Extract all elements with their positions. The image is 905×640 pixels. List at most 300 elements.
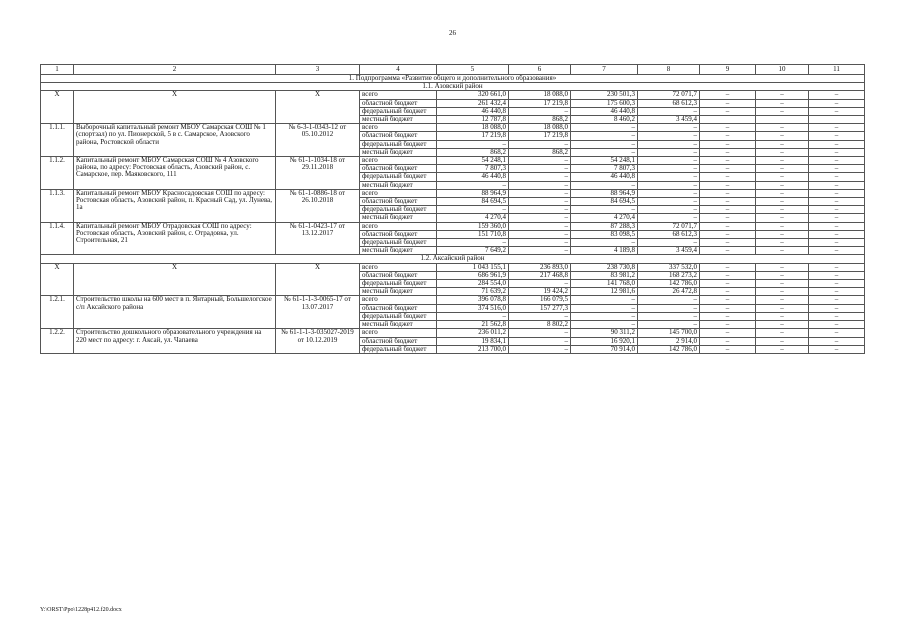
amount-cell: 868,2 <box>509 148 571 156</box>
column-number-cell: 2 <box>74 65 276 75</box>
footer-file-path: Y:\ORST\Ppo\1228p412.f20.docx <box>40 607 122 613</box>
amount-cell: – <box>700 222 756 230</box>
item-number: 1.2.2. <box>41 329 74 354</box>
amount-cell: 26 472,8 <box>638 288 700 296</box>
summary-document: Х <box>276 91 360 124</box>
page-number: 26 <box>449 29 456 37</box>
item-number: 1.1.1. <box>41 124 74 157</box>
summary-number: Х <box>41 91 74 124</box>
column-number-cell: 9 <box>700 65 756 75</box>
amount-cell: – <box>638 132 700 140</box>
amount-cell: – <box>809 140 865 148</box>
amount-cell: 142 786,0 <box>638 345 700 353</box>
amount-cell: – <box>700 206 756 214</box>
amount-cell: – <box>437 312 509 320</box>
amount-cell: – <box>700 107 756 115</box>
amount-cell: 236 893,0 <box>509 263 571 271</box>
amount-cell: – <box>437 181 509 189</box>
district-row <box>41 255 865 263</box>
amount-cell: – <box>809 247 865 255</box>
amount-cell: – <box>509 206 571 214</box>
amount-cell: – <box>700 321 756 329</box>
amount-cell: – <box>756 99 809 107</box>
amount-cell: – <box>809 239 865 247</box>
column-number-cell: 11 <box>809 65 865 75</box>
amount-cell: – <box>638 312 700 320</box>
amount-cell: – <box>638 165 700 173</box>
amount-cell: – <box>638 206 700 214</box>
funding-type: всего <box>360 189 437 197</box>
amount-cell: 7 649,2 <box>437 247 509 255</box>
column-number-cell: 5 <box>437 65 509 75</box>
amount-cell: – <box>809 280 865 288</box>
amount-cell: 374 516,0 <box>437 304 509 312</box>
amount-cell: 1 043 155,1 <box>437 263 509 271</box>
item-number: 1.2.1. <box>41 296 74 329</box>
amount-cell: – <box>700 165 756 173</box>
funding-type: областной бюджет <box>360 132 437 140</box>
amount-cell: – <box>509 230 571 238</box>
amount-cell: 236 011,2 <box>437 329 509 337</box>
column-number-cell: 8 <box>638 65 700 75</box>
item-row <box>41 189 865 197</box>
amount-cell: 4 189,8 <box>571 247 638 255</box>
amount-cell: 217 468,8 <box>509 271 571 279</box>
amount-cell: 87 288,3 <box>571 222 638 230</box>
amount-cell: 18 088,0 <box>509 124 571 132</box>
amount-cell: – <box>756 132 809 140</box>
amount-cell: 7 807,3 <box>437 165 509 173</box>
amount-cell: 84 694,5 <box>437 198 509 206</box>
amount-cell: – <box>700 304 756 312</box>
amount-cell: – <box>509 107 571 115</box>
district-title: 1.1. Азовский район <box>41 83 865 91</box>
amount-cell: 230 501,3 <box>571 91 638 99</box>
amount-cell <box>809 116 865 124</box>
amount-cell: – <box>509 173 571 181</box>
item-document: № 61-1-1-3-035027-2019 от 10.12.2019 <box>276 329 360 354</box>
summary-row <box>41 263 865 271</box>
amount-cell: – <box>571 124 638 132</box>
funding-type: федеральный бюджет <box>360 312 437 320</box>
amount-cell <box>756 116 809 124</box>
column-number-cell: 10 <box>756 65 809 75</box>
amount-cell: 17 219,8 <box>509 132 571 140</box>
amount-cell: 72 071,7 <box>638 222 700 230</box>
amount-cell: 141 768,0 <box>571 280 638 288</box>
amount-cell: – <box>756 288 809 296</box>
funding-type: всего <box>360 263 437 271</box>
item-document: № 61-1-1-3-0065-17 от 13.07.2017 <box>276 296 360 329</box>
funding-type: федеральный бюджет <box>360 345 437 353</box>
amount-cell: – <box>700 173 756 181</box>
amount-cell: – <box>700 230 756 238</box>
amount-cell: – <box>809 148 865 156</box>
district-row <box>41 83 865 91</box>
amount-cell: – <box>809 165 865 173</box>
amount-cell: – <box>756 337 809 345</box>
amount-cell: – <box>700 124 756 132</box>
funding-type: областной бюджет <box>360 304 437 312</box>
amount-cell: 68 612,3 <box>638 99 700 107</box>
amount-cell: – <box>700 91 756 99</box>
amount-cell: – <box>756 222 809 230</box>
amount-cell: – <box>509 198 571 206</box>
amount-cell: – <box>756 312 809 320</box>
amount-cell: 84 694,5 <box>571 198 638 206</box>
amount-cell: 151 710,8 <box>437 230 509 238</box>
subprogram-row <box>41 75 865 83</box>
amount-cell: 17 219,8 <box>437 132 509 140</box>
amount-cell: 238 730,8 <box>571 263 638 271</box>
amount-cell: – <box>509 337 571 345</box>
amount-cell: – <box>756 345 809 353</box>
amount-cell: – <box>756 198 809 206</box>
funding-type: местный бюджет <box>360 288 437 296</box>
funding-type: всего <box>360 157 437 165</box>
funding-type: областной бюджет <box>360 198 437 206</box>
amount-cell: 284 554,0 <box>437 280 509 288</box>
amount-cell: – <box>571 140 638 148</box>
amount-cell: – <box>638 321 700 329</box>
amount-cell: 2 914,0 <box>638 337 700 345</box>
funding-type: областной бюджет <box>360 99 437 107</box>
amount-cell: – <box>809 345 865 353</box>
amount-cell: – <box>700 189 756 197</box>
amount-cell: 46 440,8 <box>437 107 509 115</box>
amount-cell: – <box>756 214 809 222</box>
item-name: Строительство школы на 600 мест в п. Янтарный, Большелогское с/п Аксайского района <box>74 296 276 329</box>
funding-type: местный бюджет <box>360 181 437 189</box>
amount-cell: 21 562,8 <box>437 321 509 329</box>
amount-cell: 4 270,4 <box>437 214 509 222</box>
amount-cell: – <box>756 271 809 279</box>
amount-cell: – <box>809 107 865 115</box>
amount-cell: – <box>700 271 756 279</box>
funding-type: всего <box>360 296 437 304</box>
amount-cell: – <box>809 304 865 312</box>
amount-cell: – <box>509 214 571 222</box>
amount-cell: – <box>756 165 809 173</box>
amount-cell: – <box>638 189 700 197</box>
amount-cell: 4 270,4 <box>571 214 638 222</box>
funding-type: всего <box>360 222 437 230</box>
item-document: № 61-1-0423-17 от 13.12.2017 <box>276 222 360 255</box>
column-number-cell: 3 <box>276 65 360 75</box>
amount-cell: – <box>638 173 700 181</box>
amount-cell: – <box>756 157 809 165</box>
amount-cell: – <box>756 263 809 271</box>
amount-cell: 54 248,1 <box>437 157 509 165</box>
amount-cell: – <box>509 247 571 255</box>
amount-cell: – <box>509 189 571 197</box>
amount-cell: – <box>638 296 700 304</box>
amount-cell: 90 311,2 <box>571 329 638 337</box>
amount-cell: – <box>809 124 865 132</box>
amount-cell: – <box>571 312 638 320</box>
funding-type: областной бюджет <box>360 271 437 279</box>
amount-cell: – <box>809 321 865 329</box>
amount-cell: – <box>756 91 809 99</box>
funding-type: федеральный бюджет <box>360 206 437 214</box>
amount-cell: – <box>571 321 638 329</box>
funding-type: федеральный бюджет <box>360 239 437 247</box>
amount-cell: – <box>809 173 865 181</box>
amount-cell: – <box>700 263 756 271</box>
column-number-cell: 7 <box>571 65 638 75</box>
amount-cell: – <box>756 148 809 156</box>
amount-cell: 686 961,9 <box>437 271 509 279</box>
amount-cell: 46 440,8 <box>437 173 509 181</box>
column-number-cell: 6 <box>509 65 571 75</box>
item-document: № 6-3-1-0343-12 от 05.10.2012 <box>276 124 360 157</box>
funding-type: областной бюджет <box>360 165 437 173</box>
amount-cell: – <box>700 198 756 206</box>
amount-cell: – <box>809 263 865 271</box>
amount-cell: – <box>700 148 756 156</box>
amount-cell: – <box>756 280 809 288</box>
amount-cell: 54 248,1 <box>571 157 638 165</box>
funding-type: местный бюджет <box>360 247 437 255</box>
amount-cell: – <box>571 304 638 312</box>
summary-number: Х <box>41 263 74 296</box>
amount-cell: 71 639,2 <box>437 288 509 296</box>
amount-cell: 159 360,0 <box>437 222 509 230</box>
amount-cell: 16 920,1 <box>571 337 638 345</box>
amount-cell: 46 440,8 <box>571 173 638 181</box>
amount-cell: 168 273,2 <box>638 271 700 279</box>
amount-cell: 320 661,0 <box>437 91 509 99</box>
amount-cell: – <box>756 321 809 329</box>
amount-cell: – <box>756 140 809 148</box>
item-row <box>41 329 865 337</box>
column-number-row <box>41 65 865 75</box>
funding-type: федеральный бюджет <box>360 280 437 288</box>
summary-name: Х <box>74 91 276 124</box>
item-name: Выборочный капитальный ремонт МБОУ Самарская СОШ № 1 (спортзал) по ул. Пионерской, 5 в с. Самарское, Азовского района, Ростовской области <box>74 124 276 157</box>
amount-cell: – <box>756 239 809 247</box>
amount-cell: – <box>700 296 756 304</box>
item-document: № 61-1-0886-18 от 26.10.2018 <box>276 189 360 222</box>
amount-cell: 88 964,9 <box>571 189 638 197</box>
amount-cell: – <box>700 345 756 353</box>
amount-cell: 12 787,8 <box>437 116 509 124</box>
funding-type: всего <box>360 329 437 337</box>
amount-cell: – <box>509 181 571 189</box>
funding-type: областной бюджет <box>360 337 437 345</box>
amount-cell: – <box>756 329 809 337</box>
amount-cell: – <box>809 181 865 189</box>
amount-cell: – <box>809 271 865 279</box>
amount-cell: 8 802,2 <box>509 321 571 329</box>
amount-cell: 19 834,1 <box>437 337 509 345</box>
amount-cell: – <box>638 107 700 115</box>
item-number: 1.1.4. <box>41 222 74 255</box>
item-name: Капитальный ремонт МБОУ Самарская СОШ № 4 Азовского района, по адресу: Ростовская область, Азовский район, с. Самарское, пер. Маяковского, 111 <box>74 157 276 190</box>
amount-cell: 12 981,6 <box>571 288 638 296</box>
amount-cell: – <box>756 247 809 255</box>
amount-cell: – <box>809 296 865 304</box>
amount-cell: 68 612,3 <box>638 230 700 238</box>
funding-type: федеральный бюджет <box>360 140 437 148</box>
amount-cell: – <box>809 312 865 320</box>
amount-cell: – <box>700 337 756 345</box>
amount-cell: – <box>638 304 700 312</box>
amount-cell: 83 098,5 <box>571 230 638 238</box>
amount-cell: – <box>700 181 756 189</box>
amount-cell: – <box>638 157 700 165</box>
amount-cell: – <box>437 239 509 247</box>
amount-cell: – <box>809 329 865 337</box>
amount-cell: 396 078,8 <box>437 296 509 304</box>
amount-cell: – <box>638 239 700 247</box>
amount-cell: 70 914,0 <box>571 345 638 353</box>
item-name: Строительство дошкольного образовательного учреждения на 220 мест по адресу: г. Аксай, ул. Чапаева <box>74 329 276 354</box>
amount-cell: – <box>700 214 756 222</box>
amount-cell: – <box>700 132 756 140</box>
amount-cell: – <box>756 230 809 238</box>
amount-cell: 3 459,4 <box>638 116 700 124</box>
amount-cell: – <box>571 206 638 214</box>
amount-cell: – <box>809 132 865 140</box>
item-row <box>41 296 865 304</box>
amount-cell: – <box>809 214 865 222</box>
column-number-cell: 1 <box>41 65 74 75</box>
amount-cell: – <box>509 157 571 165</box>
item-name: Капитальный ремонт МБОУ Отрадовская СОШ по адресу: Ростовская область, Азовский район, с. Отрадовка, ул. Строительная, 21 <box>74 222 276 255</box>
amount-cell: – <box>756 189 809 197</box>
amount-cell: 261 432,4 <box>437 99 509 107</box>
item-number: 1.1.2. <box>41 157 74 190</box>
amount-cell: 83 981,2 <box>571 271 638 279</box>
amount-cell: – <box>700 280 756 288</box>
funding-type: местный бюджет <box>360 116 437 124</box>
amount-cell: 175 600,3 <box>571 99 638 107</box>
item-document: № 61-1-1034-18 от 29.11.2018 <box>276 157 360 190</box>
summary-row <box>41 91 865 99</box>
amount-cell: – <box>509 280 571 288</box>
amount-cell: 18 088,0 <box>509 91 571 99</box>
summary-name: Х <box>74 263 276 296</box>
amount-cell: 337 532,0 <box>638 263 700 271</box>
amount-cell: – <box>437 206 509 214</box>
amount-cell: – <box>638 181 700 189</box>
amount-cell: – <box>700 288 756 296</box>
item-row <box>41 124 865 132</box>
funding-type: всего <box>360 91 437 99</box>
amount-cell: 145 700,0 <box>638 329 700 337</box>
amount-cell: – <box>700 140 756 148</box>
amount-cell: 8 460,2 <box>571 116 638 124</box>
amount-cell: 157 277,3 <box>509 304 571 312</box>
amount-cell: – <box>809 198 865 206</box>
amount-cell: – <box>700 329 756 337</box>
funding-type: местный бюджет <box>360 321 437 329</box>
column-number-cell: 4 <box>360 65 437 75</box>
amount-cell: – <box>756 206 809 214</box>
amount-cell: – <box>638 140 700 148</box>
amount-cell <box>700 116 756 124</box>
funding-type: всего <box>360 124 437 132</box>
amount-cell: 213 700,0 <box>437 345 509 353</box>
amount-cell: 868,2 <box>437 148 509 156</box>
amount-cell: – <box>509 222 571 230</box>
amount-cell: – <box>509 312 571 320</box>
amount-cell: – <box>638 148 700 156</box>
item-name: Капитальный ремонт МБОУ Красносадовская СОШ по адресу: Ростовская область, Азовский район, п. Красный Сад, ул. Лунева, 1а <box>74 189 276 222</box>
amount-cell: – <box>638 124 700 132</box>
amount-cell: – <box>756 304 809 312</box>
amount-cell: 18 088,0 <box>437 124 509 132</box>
amount-cell: – <box>571 296 638 304</box>
amount-cell: 868,2 <box>509 116 571 124</box>
amount-cell: – <box>571 239 638 247</box>
amount-cell: – <box>809 337 865 345</box>
amount-cell: – <box>756 124 809 132</box>
district-title: 1.2. Аксайский район <box>41 255 865 263</box>
amount-cell: – <box>638 198 700 206</box>
funding-type: федеральный бюджет <box>360 173 437 181</box>
amount-cell: – <box>571 148 638 156</box>
amount-cell: – <box>700 99 756 107</box>
amount-cell: – <box>756 173 809 181</box>
amount-cell: – <box>809 99 865 107</box>
amount-cell: – <box>509 329 571 337</box>
amount-cell: 7 807,3 <box>571 165 638 173</box>
amount-cell: – <box>756 296 809 304</box>
amount-cell: – <box>700 247 756 255</box>
amount-cell: 17 219,8 <box>509 99 571 107</box>
amount-cell: – <box>700 312 756 320</box>
amount-cell: – <box>638 214 700 222</box>
amount-cell: – <box>809 222 865 230</box>
amount-cell: – <box>437 140 509 148</box>
amount-cell: 3 459,4 <box>638 247 700 255</box>
amount-cell: – <box>809 189 865 197</box>
amount-cell: – <box>809 91 865 99</box>
amount-cell: – <box>809 230 865 238</box>
summary-document: Х <box>276 263 360 296</box>
amount-cell: – <box>756 181 809 189</box>
amount-cell: 88 964,9 <box>437 189 509 197</box>
amount-cell: – <box>571 181 638 189</box>
item-row <box>41 222 865 230</box>
funding-type: местный бюджет <box>360 148 437 156</box>
funding-type: местный бюджет <box>360 214 437 222</box>
item-number: 1.1.3. <box>41 189 74 222</box>
amount-cell: – <box>700 157 756 165</box>
amount-cell: – <box>509 165 571 173</box>
amount-cell: – <box>700 239 756 247</box>
amount-cell: – <box>809 206 865 214</box>
amount-cell: – <box>809 157 865 165</box>
amount-cell: – <box>509 345 571 353</box>
amount-cell: – <box>809 288 865 296</box>
budget-table <box>40 64 865 354</box>
amount-cell: – <box>509 239 571 247</box>
funding-type: федеральный бюджет <box>360 107 437 115</box>
amount-cell: – <box>756 107 809 115</box>
item-row <box>41 157 865 165</box>
amount-cell: 46 440,8 <box>571 107 638 115</box>
funding-type: областной бюджет <box>360 230 437 238</box>
amount-cell: 166 079,5 <box>509 296 571 304</box>
amount-cell: 142 786,0 <box>638 280 700 288</box>
amount-cell: – <box>509 140 571 148</box>
amount-cell: 72 071,7 <box>638 91 700 99</box>
subprogram-title: 1. Подпрограмма «Развитие общего и дополнительного образования» <box>41 75 865 83</box>
amount-cell: 19 424,2 <box>509 288 571 296</box>
